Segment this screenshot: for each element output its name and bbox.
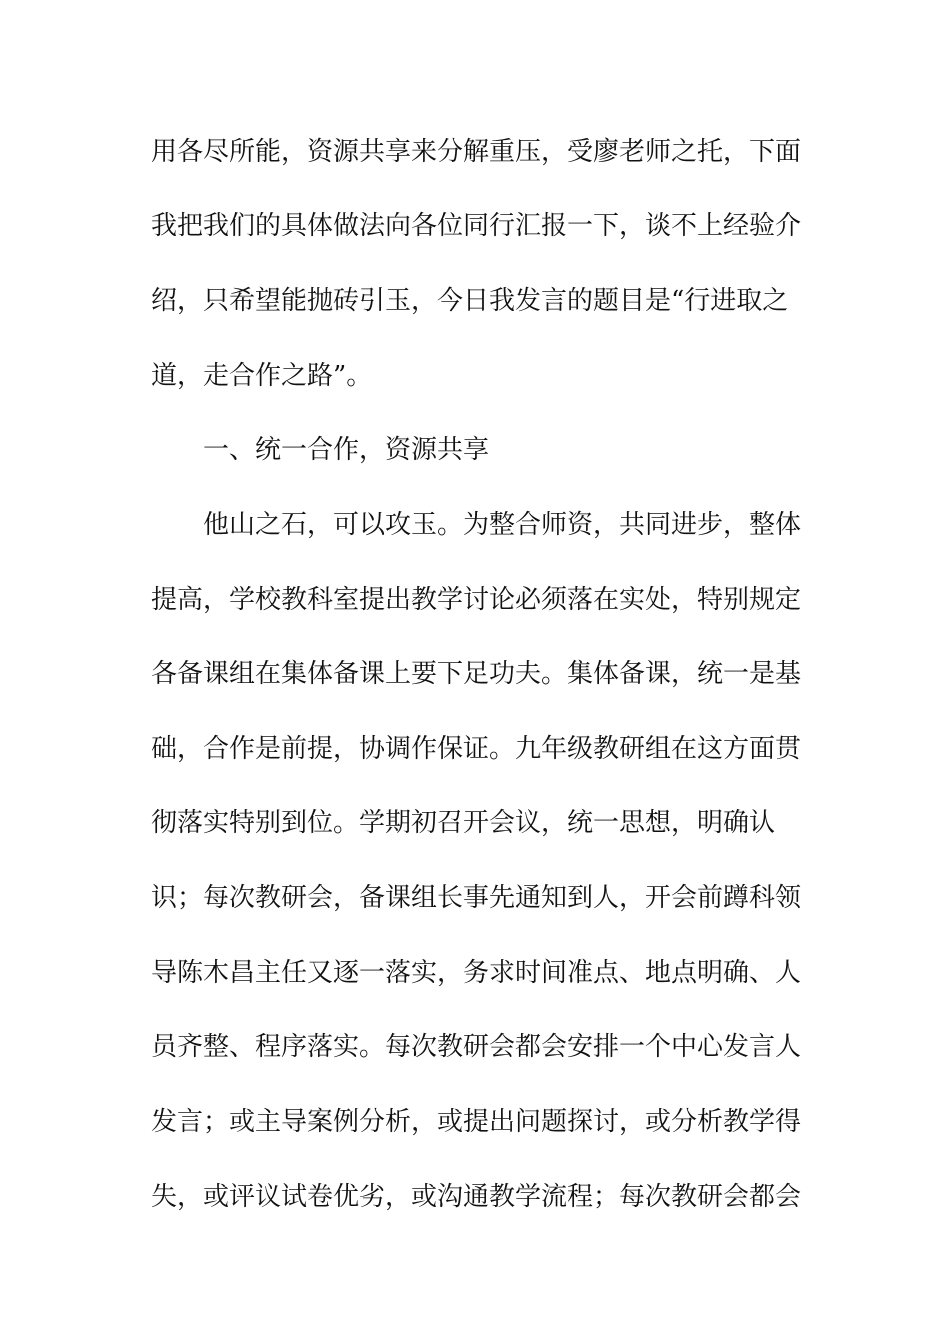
text-line: 导陈木昌主任又逐一落实，务求时间准点、地点明确、人 xyxy=(151,958,802,988)
text-line: 各备课组在集体备课上要下足功夫。集体备课，统一是基 xyxy=(151,659,802,689)
text-line: 用各尽所能，资源共享来分解重压，受廖老师之托，下面 xyxy=(151,137,802,167)
text-line: 我把我们的具体做法向各位同行汇报一下，谈不上经验介 xyxy=(151,211,802,241)
text-line: 识；每次教研会，备课组长事先通知到人，开会前蹲科领 xyxy=(151,883,802,913)
text-line: 员齐整、程序落实。每次教研会都会安排一个中心发言人 xyxy=(151,1032,802,1062)
text-line: 道，走合作之路”。 xyxy=(151,361,373,391)
text-line: 提高，学校教科室提出教学讨论必须落在实处，特别规定 xyxy=(151,585,802,615)
paragraph-first-line: 他山之石，可以攻玉。为整合师资，共同进步，整体 xyxy=(203,510,802,540)
text-line: 绍，只希望能抛砖引玉，今日我发言的题目是“行进取之 xyxy=(151,286,789,316)
text-line: 失，或评议试卷优劣，或沟通教学流程；每次教研会都会 xyxy=(151,1182,802,1212)
text-line: 彻落实特别到位。学期初召开会议，统一思想，明确认 xyxy=(151,808,776,838)
section-heading: 一、统一合作，资源共享 xyxy=(203,435,490,465)
text-line: 发言；或主导案例分析，或提出问题探讨，或分析教学得 xyxy=(151,1107,802,1137)
text-line: 础，合作是前提，协调作保证。九年级教研组在这方面贯 xyxy=(151,734,802,764)
